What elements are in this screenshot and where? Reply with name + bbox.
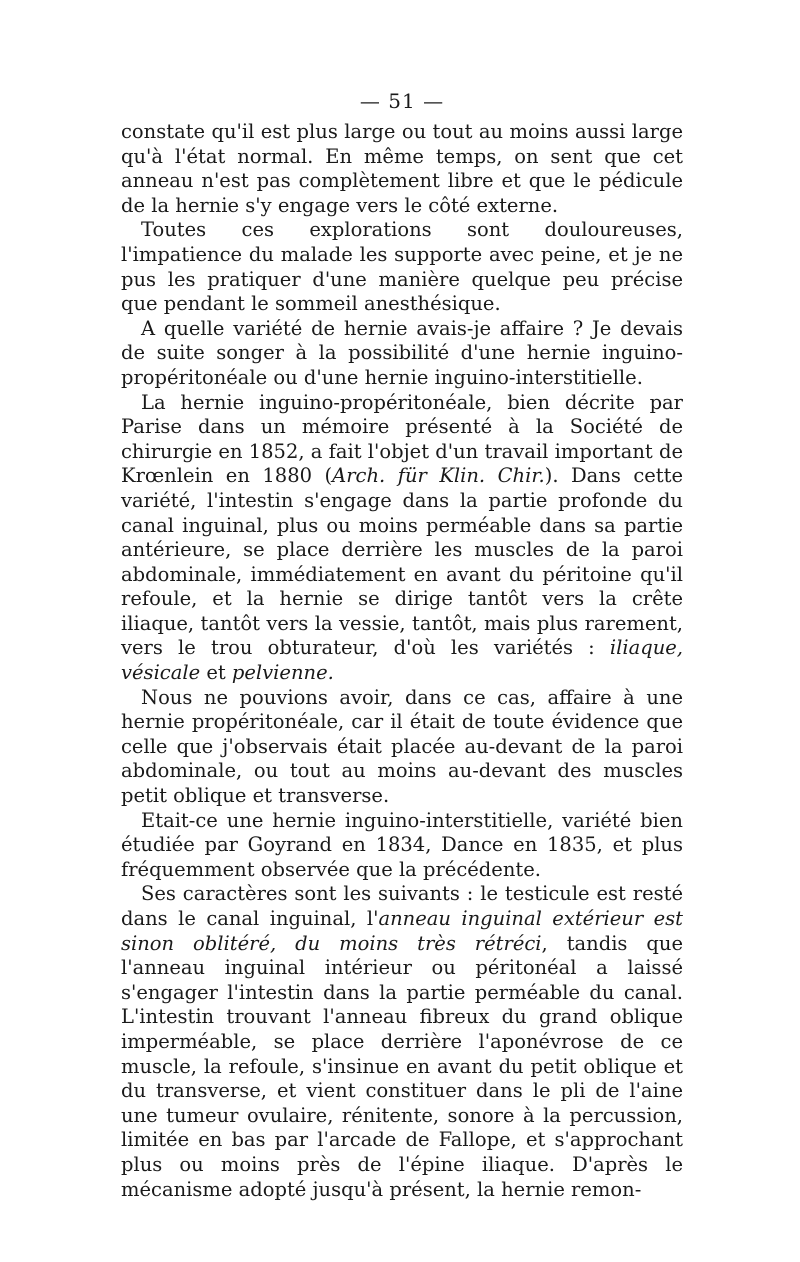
italic-text: anneau inguinal extérieur est sinon oblitéré, du moins très rétréci [121, 907, 683, 955]
paragraph-text: La hernie inguino-propéritonéale, bien décrite par Parise dans un mémoire présenté à la Société de chirurgie en 1852, a fait l'objet d'un travail important de Krœnlein en 1880 ( [121, 390, 683, 488]
italic-text: Arch. für Klin. Chir. [332, 464, 545, 488]
page-number: — 51 — [359, 89, 445, 113]
paragraph [121, 218, 683, 316]
paragraph [121, 809, 683, 883]
paragraph [121, 120, 683, 218]
body-text [121, 120, 683, 1202]
paragraph-text: ). Dans cette variété, l'intestin s'engage dans la partie profonde du canal inguinal, plus ou moins perméable dans sa partie antérieure, se place derrière les muscles de la paroi abdominale, immédiatement en avant du péritoine qu'il refoule, et la hernie se dirige tantôt vers la crête iliaque, tantôt vers la vessie, tantôt, mais plus rarement, vers le trou obturateur, d'où les variétés : [121, 464, 684, 660]
paragraph-text: constate qu'il est plus large ou tout au moins aussi large qu'à l'état normal. En même temps, on sent que cet anneau n'est pas complètement libre et que le pédicule de la hernie s'y engage vers le côté externe. [121, 120, 683, 217]
book-page [121, 82, 683, 1202]
paragraph [121, 686, 683, 809]
italic-text: iliaque, vésicale [121, 636, 683, 685]
paragraph-text: Etait-ce une hernie inguino-interstitielle, variété bien étudiée par Goyrand en 1834, Dance en 1835, et plus fréquemment observée que la précédente. [121, 808, 683, 881]
paragraph-text: , tandis que l'anneau inguinal intérieur ou péritonéal a laissé s'engager l'intestin dans la partie perméable du canal. L'intestin trouvant l'anneau fibreux du grand oblique imperméable, se place derrière l'aponévrose de ce muscle, la refoule, s'insinue en avant du petit oblique et du transverse, et vient constituer dans le pli de l'aine une tumeur ovulaire, rénitente, sonore à la percussion, limitée en bas par l'arcade de Fallope, et s'approchant plus ou moins près de l'épine iliaque. D'après le mécanisme adopté jusqu'à présent, la hernie remon- [121, 931, 683, 1201]
paragraph [121, 882, 683, 1202]
italic-text: pelvienne. [231, 661, 334, 685]
paragraph-text: Ses caractères sont les suivants : le testicule est resté dans le canal inguinal, l' [121, 882, 683, 930]
paragraph-text: Nous ne pouvions avoir, dans ce cas, affaire à une hernie propéritonéale, car il était de toute évidence que celle que j'observais était placée au-devant de la paroi abdominale, ou tout au moins au-devant des muscles petit oblique et transverse. [121, 685, 683, 808]
paragraph [121, 391, 683, 686]
paragraph-text: Toutes ces explorations sont douloureuses, l'impatience du malade les supporte avec peine, et je ne pus les pratiquer d'une manière quelque peu précise que pendant le sommeil anesthésique. [121, 218, 683, 316]
paragraph-text: et [200, 661, 232, 685]
paragraph [121, 317, 683, 391]
paragraph-text: A quelle variété de hernie avais-je affaire ? Je devais de suite songer à la possibilité d'une hernie inguino-propéritonéale ou d'une hernie inguino-interstitielle. [121, 316, 683, 389]
